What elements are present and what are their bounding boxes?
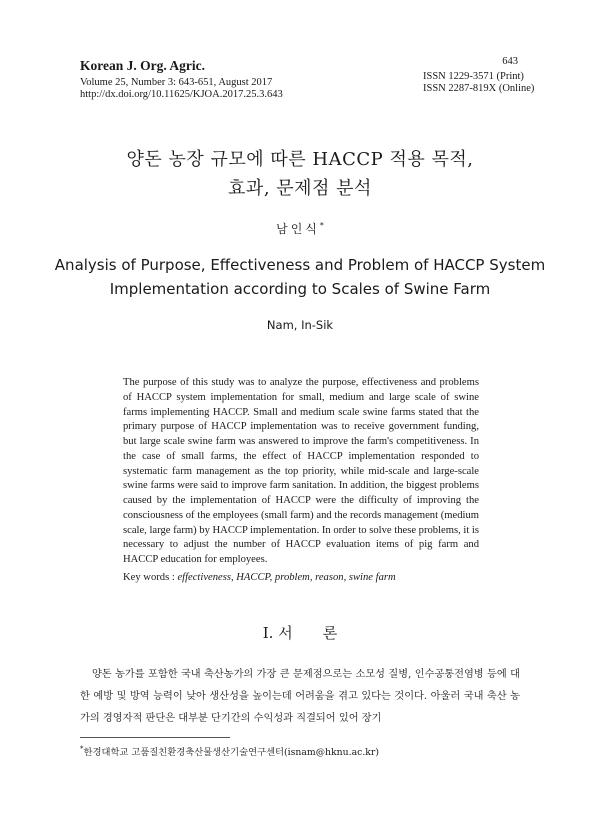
english-author: Nam, In-Sik: [266, 318, 334, 332]
korean-author: [0, 220, 600, 237]
section-heading: [0, 622, 600, 643]
issn-online: ISSN 2287-819X (Online): [423, 83, 535, 94]
korean-title-line2: 효과, 문제점 분석: [228, 178, 372, 199]
footnote-mark: *: [80, 744, 84, 753]
keywords: [123, 572, 479, 583]
journal-header: [80, 58, 283, 101]
intro-paragraph: 양돈 농가를 포함한 국내 축산농가의 가장 큰 문제점으로는 소모성 질병, 인수공통전염병 등에 대한 예방 및 방역 능력이 낮아 생산성을 높이는데 어려움을 겪고 있다는 것이다. 아울러 국내 축산 농가의 경영자적 판단은 대부분 단기간의 수익성과 직결되어 있어 장기: [80, 669, 520, 724]
footnote-text: 한경대학교 고품질친환경축산물생산기술연구센터(isnam@hknu.ac.kr): [83, 747, 380, 758]
section-title-b: 론: [322, 624, 338, 642]
volume-info: Volume 25, Number 3: 643-651, August 2017: [80, 77, 273, 88]
journal-name: Korean J. Org. Agric.: [80, 58, 205, 73]
section-title-a: 서: [278, 624, 293, 642]
korean-title: [0, 145, 600, 203]
author-footnote-mark: *: [319, 221, 324, 230]
korean-author-name: 남인식: [276, 222, 320, 236]
english-title: [0, 253, 600, 301]
issn-print: ISSN 1229-3571 (Print): [423, 71, 524, 82]
page-number: 643: [502, 56, 518, 67]
section-number: Ⅰ.: [262, 624, 274, 642]
doi-link[interactable]: http://dx.doi.org/10.11625/KJOA.2017.25.3.643: [80, 89, 283, 100]
footnote-rule: [80, 737, 230, 738]
korean-title-line1: 양돈 농장 규모에 따른 HACCP 적용 목적,: [126, 149, 474, 170]
english-title-line2: Implementation according to Scales of Swine Farm: [109, 280, 491, 298]
issn-block: [423, 71, 534, 95]
keywords-values: effectiveness, HACCP, problem, reason, swine farm: [177, 572, 396, 583]
english-title-line1: Analysis of Purpose, Effectiveness and Problem of HACCP System: [54, 256, 546, 274]
keywords-label: Key words :: [123, 572, 178, 583]
abstract: The purpose of this study was to analyze the purpose, effectiveness and problems of HACCP system implementation for small, medium and large scale of swine farms implementing HACCP. Small and medium scale swine farms stated that the primary purpose of HACCP implementation was to receive government funding, but large scale swine farm was answered to improve the farm's competitiveness. In the case of small farms, the effect of HACCP implementation responded to systematic farm management as the top priority, while mid-scale and large-scale swine farms were said to improve farm sanitation. In addition, the biggest problems caused by the implementation of HACCP were the difficulty of improving the consciousness of the employees (small farm) and the records management (medium scale, large farm) by HACCP implementation. In order to solve these problems, it is necessary to adjust the number of HACCP evaluation items of pig farm and HACCP education for employees.: [123, 377, 479, 565]
footnote: [80, 744, 379, 758]
